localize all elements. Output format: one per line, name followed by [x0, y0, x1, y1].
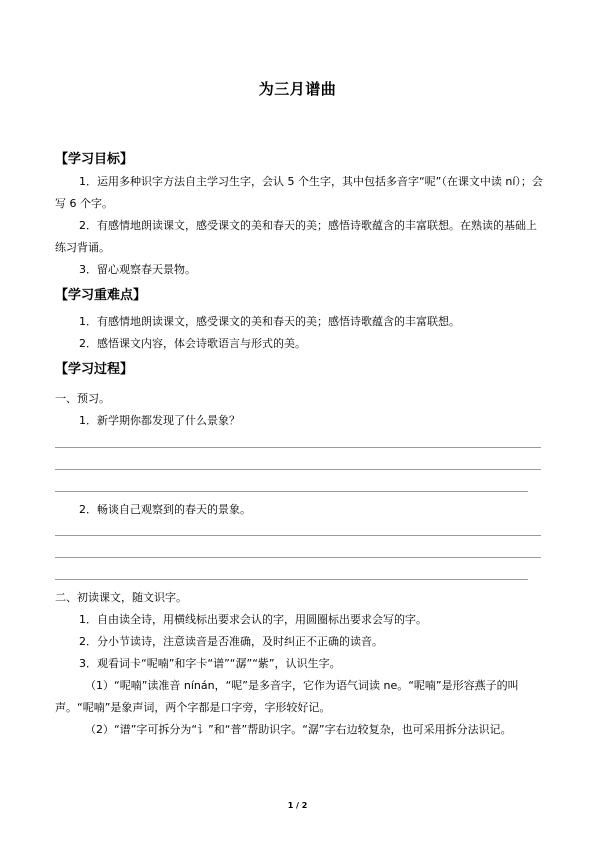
answer-line	[55, 469, 541, 470]
part2-item-1: 1．自由读全诗，用横线标出要求会认的字，用圆圈标出要求会写的字。	[79, 613, 427, 626]
part2-note-2: （2）“谱”字可拆分为“讠”和“普”帮助识字。“潺”字右边较复杂，也可采用拆分法识记。	[85, 723, 512, 736]
part1-label: 一、预习。	[55, 392, 110, 405]
part1-question-1: 1．新学期你都发现了什么景象？	[79, 414, 240, 427]
answer-line	[55, 535, 541, 536]
key-points-heading: 【学习重难点】	[55, 288, 147, 303]
answer-line	[55, 557, 541, 558]
key-point-item-1: 1．有感情地朗读课文，感受课文的美和春天的美；感悟诗歌蕴含的丰富联想。	[79, 315, 460, 328]
key-point-item-2: 2．感悟课文内容，体会诗歌语言与形式的美。	[79, 337, 306, 350]
answer-line	[55, 447, 541, 448]
part1-question-2: 2．畅谈自己观察到的春天的景象。	[79, 503, 251, 516]
part2-item-2: 2．分小节读诗，注意读音是否准确，及时纠正不正确的读音。	[79, 635, 383, 648]
goal-item-3: 3．留心观察春天景物。	[79, 263, 196, 276]
goals-heading: 【学习目标】	[55, 152, 134, 167]
part2-item-3: 3．观看词卡“呢喃”和字卡“谱”“潺”“紫”，认识生字。	[79, 657, 341, 670]
answer-line	[55, 579, 528, 580]
part2-label: 二、初读课文，随文识字。	[55, 591, 187, 604]
page-title: 为三月谱曲	[258, 80, 337, 98]
answer-line	[55, 491, 528, 492]
process-heading: 【学习过程】	[55, 362, 134, 377]
goal-item-1: 1．运用多种识字方法自主学习生字，会认 5 个生字，其中包括多音字“呢”（在课文中读 ní）；会写 6 个字。	[55, 175, 543, 210]
page-number: 1 / 2	[287, 801, 308, 810]
part2-note-1: （1）“呢喃”读准音 nínán，“呢”是多音字，它作为语气词读 ne。“呢喃”是形容燕子的叫声。“呢喃”是象声词，两个字都是口字旁，字形较好记。	[55, 679, 519, 714]
goal-item-2: 2．有感情地朗读课文，感受课文的美和春天的美；感悟诗歌蕴含的丰富联想。在熟读的基础上练习背诵。	[55, 219, 537, 254]
